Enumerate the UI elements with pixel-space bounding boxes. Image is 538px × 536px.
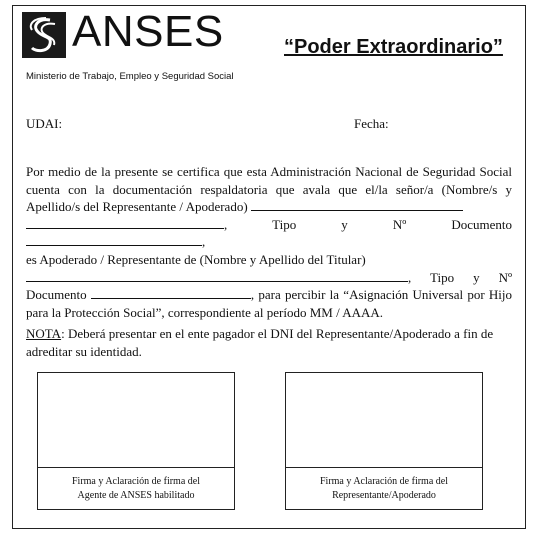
nota-block xyxy=(26,325,512,360)
signature-box-agent[interactable] xyxy=(37,372,235,510)
holder-doc-blank[interactable] xyxy=(91,287,251,299)
body-text-4: , Tipo y Nº Documento xyxy=(26,269,512,303)
body-text-5: , para percibir la “Asignación Universal por Hijo para la Protección Social”, correspondiente al período MM / AAAA. xyxy=(26,287,512,320)
ministry-name: Ministerio de Trabajo, Empleo y Seguridad Social xyxy=(26,71,234,82)
signature-caption-agent xyxy=(38,467,234,503)
caption-line: Firma y Aclaración de firma del xyxy=(319,476,448,487)
caption-line: Firma y Aclaración de firma del xyxy=(71,476,200,487)
representative-name-blank-cont[interactable] xyxy=(26,217,224,229)
document-title: “Poder Extraordinario” xyxy=(284,36,503,58)
caption-line: Agente de ANSES habilitado xyxy=(77,490,195,501)
certification-text: Por medio de la presente se certifica que esta Administración Nacional de Seguridad Social cuenta con la documentación respaldatoria que avala que el/la señor/a (Nombre/s y Apellido/s del Representante / Apoderado) , Tipo y Nº Documento, es Apoderado / Representante de (Nombre y Apellido del Titular) , Tipo y Nº Documento , para percibir la “Asignación Universal por Hijo para la Protección Social”, correspondiente al período MM / AAAA. xyxy=(26,164,512,320)
caption-line: Representante/Apoderado xyxy=(332,490,436,501)
body-text-1: Por medio de la presente se certifica que esta Administración Nacional de Seguridad Social cuenta con la documentación respaldatoria que avala que el/la señor/a (Nombre/s y Apellido/s del Representante / Apoderado) xyxy=(26,164,512,215)
holder-name-blank[interactable] xyxy=(26,270,408,282)
anses-logo-icon xyxy=(22,12,66,58)
signature-box-representative[interactable] xyxy=(285,372,483,510)
udai-label: UDAI: xyxy=(26,116,63,131)
fecha-label: Fecha: xyxy=(354,116,389,131)
body-text-2: , Tipo y Nº Documento xyxy=(224,216,512,232)
nota-label: NOTA xyxy=(26,326,62,341)
representative-name-blank[interactable] xyxy=(251,199,463,211)
nota-text: : Deberá presentar en el ente pagador el DNI del Representante/Apoderado a fin de adreditar su identidad. xyxy=(26,326,494,359)
body-text-3: es Apoderado / Representante de (Nombre y Apellido del Titular) xyxy=(26,251,366,267)
representative-doc-blank[interactable] xyxy=(26,234,202,246)
signature-caption-representative xyxy=(286,467,482,503)
brand-name: ANSES xyxy=(72,7,224,56)
